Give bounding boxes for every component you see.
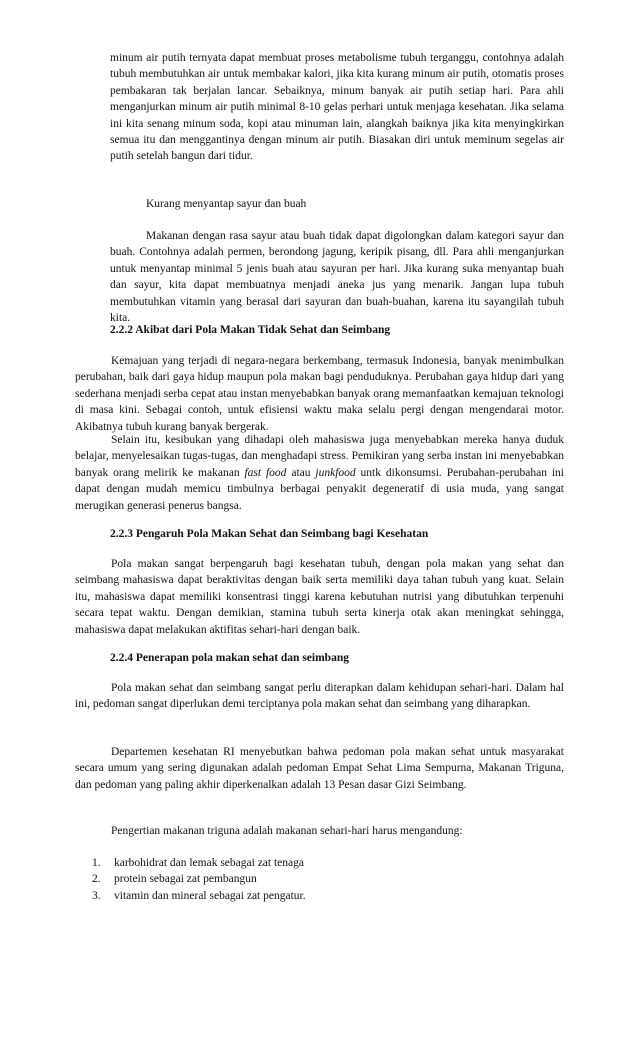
section-heading-224: 2.2.4 Penerapan pola makan sehat dan seimbang <box>110 652 349 664</box>
paragraph-224-1: Pola makan sehat dan seimbang sangat perlu diterapkan dalam kehidupan sehari-hari. Dalam hal ini, pedoman sangat diperlukan demi terciptanya pola makan sehat dan seimbang yang diharapkan. <box>75 682 564 711</box>
section-heading-223: 2.2.3 Pengaruh Pola Makan Sehat dan Seimbang bagi Kesehatan <box>110 528 429 540</box>
list-item <box>92 855 306 871</box>
paragraph-222-2-part-b: atau <box>286 466 316 479</box>
paragraph-224-2: Departemen kesehatan RI menyebutkan bahwa pedoman pola makan sehat untuk masyarakat secara umum yang sering digunakan adalah pedoman Empat Sehat Lima Sempurna, Makanan Triguna, dan pedoman yang paling akhir diperkenalkan adalah 13 Pesan dasar Gizi Seimbang. <box>75 746 564 791</box>
list-item-number: 3. <box>92 889 101 902</box>
paragraph-222-2-part-a: Selain itu, kesibukan yang dihadapi oleh mahasiswa juga menyebabkan mereka hanya duduk belajar, menyelesaikan tugas-tugas, dan menghadapi stress. Pemikiran yang serba instan ini menyebabkan banyak orang melirik ke makanan <box>75 434 564 479</box>
list-item-text: karbohidrat dan lemak sebagai zat tenaga <box>114 857 304 869</box>
list-item-text: vitamin dan mineral sebagai zat pengatur. <box>114 889 306 902</box>
paragraph-222-1: Kemajuan yang terjadi di negara-negara berkembang, termasuk Indonesia, banyak menimbulkan perubahan, baik dari gaya hidup maupun pola makan bagi penduduknya. Perubahan gaya hidup dari yang sederhana menjadi serba cepat atau instan menyebabkan banyak orang memanfaatkan kemajuan teknologi di masa kini. Sebagai contoh, untuk efisiensi waktu maka selalu pergi dengan mengendarai motor. Akibatnya tubuh kurang banyak bergerak. <box>75 355 564 433</box>
junkfood-term: junkfood <box>315 466 356 479</box>
list-item-number: 2. <box>92 873 101 886</box>
subheading-vegetables: Kurang menyantap sayur dan buah <box>146 198 307 210</box>
paragraph-222-2 <box>75 432 564 514</box>
list-item <box>92 888 306 904</box>
fast-food-term: fast food <box>244 466 287 479</box>
list-item <box>92 871 306 887</box>
triguna-list <box>92 855 306 904</box>
intro-paragraph-vegetables: Makanan dengan rasa sayur atau buah tidak dapat digolongkan dalam kategori sayur dan buah. Contohnya adalah permen, berondong jagung, keripik pisang, dll. Para ahli menganjurkan untuk menyantap minimal 5 jenis buah atau sayuran per hari. Jika kurang suka menyantap buah dan sayur, kita dapat membuatnya menjadi aneka jus yang menarik. Jangan lupa tubuh membutuhkan vitamin yang berasal dari sayuran dan buah-buahan, karena itu sayangilah tubuh kita. <box>110 230 564 325</box>
paragraph-222-2-part-c: untk dikonsumsi. Perubahan-perubahan ini dapat dengan mudah memicu timbulnya berbagai penyakit degeneratif di usia muda, yang sangat merugikan generasi penerus bangsa. <box>75 466 564 512</box>
paragraph-224-3: Pengertian makanan triguna adalah makanan sehari-hari harus mengandung: <box>111 825 463 837</box>
intro-paragraph-water: minum air putih ternyata dapat membuat proses metabolisme tubuh terganggu, contohnya adalah tubuh membutuhkan air untuk membakar kalori, jika kita kurang minum air putih, otomatis proses pembakaran tak berjalan lancar. Sebaiknya, minum banyak air putih setiap hari. Para ahli menganjurkan minum air putih minimal 8-10 gelas perhari untuk menjaga kesehatan. Jika selama ini kita senang minum soda, kopi atau minuman lain, alangkah baiknya jika kita menyingkirkan semua itu dan menggantinya dengan minum air putih. Biasakan diri untuk meminum segelas air putih setelah bangun dari tidur. <box>110 52 564 163</box>
list-item-text: protein sebagai zat pembangun <box>114 873 257 886</box>
paragraph-223-1: Pola makan sangat berpengaruh bagi kesehatan tubuh, dengan pola makan yang sehat dan seimbang mahasiswa dapat beraktivitas dengan baik serta memiliki daya tahan tubuh yang kuat. Selain itu, mahasiswa dapat memiliki konsentrasi tinggi karena kebutuhan nutrisi yang dibutuhkan terpenuhi secara tepat waktu. Dengan demikian, stamina tubuh serta kinerja otak akan meningkat sehingga, mahasiswa dapat melakukan aktifitas sehari-hari dengan baik. <box>75 558 564 636</box>
section-heading-222: 2.2.2 Akibat dari Pola Makan Tidak Sehat dan Seimbang <box>110 324 391 336</box>
list-item-number: 1. <box>92 857 101 869</box>
